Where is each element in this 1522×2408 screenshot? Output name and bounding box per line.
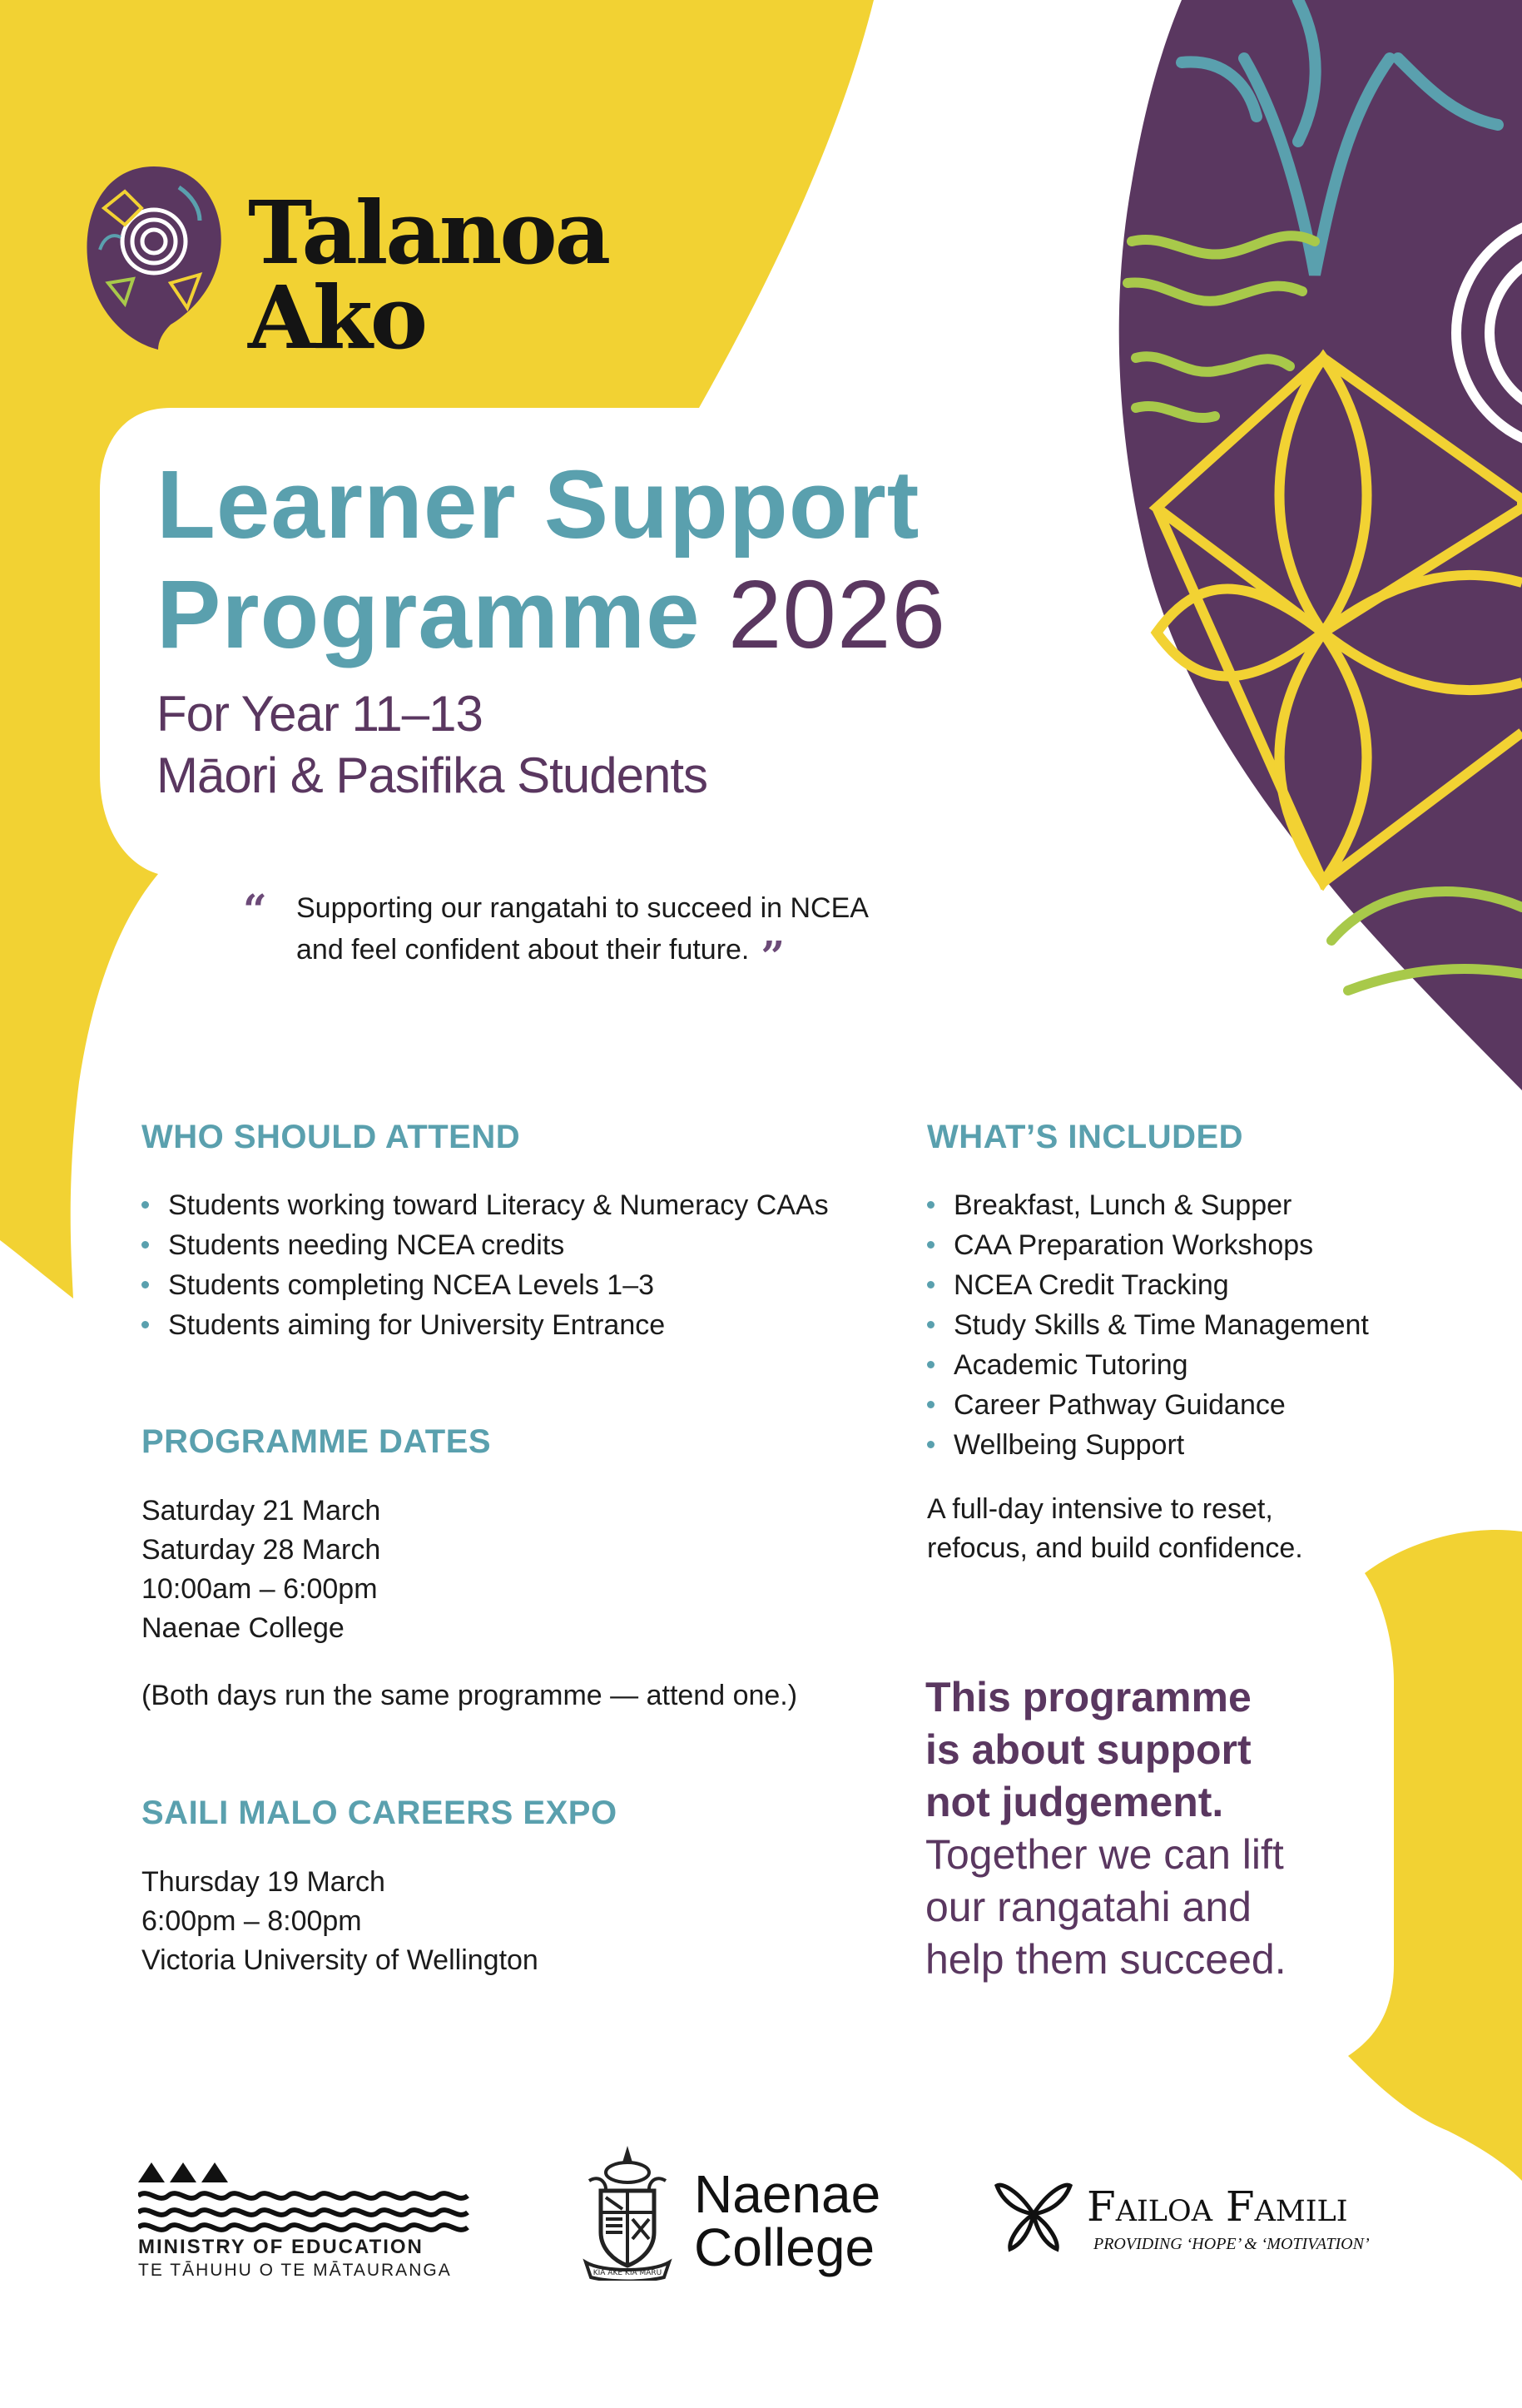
list-item bbox=[927, 1185, 1493, 1225]
failoa-name: Failoa Famili bbox=[1087, 2182, 1348, 2231]
programme-dates-heading: PROGRAMME DATES bbox=[141, 1423, 492, 1460]
included-note-line1: A full-day intensive to reset, bbox=[927, 1493, 1273, 1525]
support-light-line: our rangatahi and bbox=[925, 1884, 1252, 1930]
list-item-text: Students needing NCEA credits bbox=[168, 1229, 565, 1261]
date-line: Saturday 28 March bbox=[141, 1534, 381, 1566]
support-bold-line: This programme bbox=[925, 1674, 1252, 1720]
support-light-line: Together we can lift bbox=[925, 1831, 1284, 1878]
bullet-icon bbox=[927, 1361, 935, 1368]
bullet-icon bbox=[927, 1441, 935, 1448]
list-item-text: Students working toward Literacy & Numeracy CAAs bbox=[168, 1189, 829, 1221]
intro-quote-line1: Supporting our rangatahi to succeed in NCEA bbox=[296, 892, 869, 924]
purple-pattern-shape bbox=[1119, 0, 1522, 1090]
venue-line: Naenae College bbox=[141, 1612, 345, 1644]
list-item-text: CAA Preparation Workshops bbox=[954, 1229, 1314, 1261]
programme-dates-note: (Both days run the same programme — attend one.) bbox=[141, 1680, 798, 1711]
venue-line: Victoria University of Wellington bbox=[141, 1944, 538, 1976]
list-item bbox=[927, 1265, 1493, 1305]
included-note-line2: refocus, and build confidence. bbox=[927, 1532, 1303, 1564]
list-item-text: NCEA Credit Tracking bbox=[954, 1269, 1229, 1301]
failoa-tagline: PROVIDING ‘HOPE’ & ‘MOTIVATION’ bbox=[1093, 2235, 1370, 2253]
list-item-text: Academic Tutoring bbox=[954, 1349, 1188, 1381]
list-item bbox=[141, 1265, 890, 1305]
list-item bbox=[927, 1385, 1493, 1425]
list-item bbox=[927, 1425, 1493, 1465]
support-light-line: help them succeed. bbox=[925, 1936, 1287, 1983]
intro-quote-line2 bbox=[296, 929, 962, 981]
list-item-text: Students completing NCEA Levels 1–3 bbox=[168, 1269, 655, 1301]
list-item-text: Wellbeing Support bbox=[954, 1429, 1185, 1461]
page-title-line2 bbox=[156, 560, 946, 668]
moe-mountains-waves-icon bbox=[138, 2156, 471, 2232]
ministry-of-education-logo bbox=[138, 2156, 488, 2281]
naenae-college-logo bbox=[578, 2139, 894, 2289]
bullet-icon bbox=[141, 1241, 149, 1249]
open-quote-icon: “ bbox=[243, 885, 267, 934]
page-title-line1: Learner Support bbox=[156, 450, 920, 559]
bullet-icon bbox=[927, 1321, 935, 1328]
list-item bbox=[927, 1345, 1493, 1385]
intro-quote bbox=[296, 887, 962, 981]
subtitle-audience: Māori & Pasifika Students bbox=[156, 747, 707, 803]
logo-wordmark-line1: Talanoa bbox=[248, 181, 609, 284]
list-item bbox=[141, 1185, 890, 1225]
list-item bbox=[927, 1305, 1493, 1345]
support-bold-line: is about support bbox=[925, 1726, 1252, 1773]
page-title-programme: Programme bbox=[156, 560, 701, 668]
bullet-icon bbox=[141, 1281, 149, 1288]
careers-expo-heading: SAILI MALO CAREERS EXPO bbox=[141, 1795, 617, 1831]
naenae-crest-icon bbox=[578, 2139, 677, 2281]
time-line: 6:00pm – 8:00pm bbox=[141, 1905, 362, 1937]
list-item-text: Study Skills & Time Management bbox=[954, 1309, 1369, 1341]
naenae-name-line2: College bbox=[694, 2217, 875, 2277]
bullet-icon bbox=[927, 1401, 935, 1408]
list-item bbox=[927, 1225, 1493, 1265]
failoa-famili-logo bbox=[994, 2174, 1410, 2266]
careers-expo-details bbox=[141, 1863, 874, 1980]
date-line: Saturday 21 March bbox=[141, 1495, 381, 1527]
time-line: 10:00am – 6:00pm bbox=[141, 1573, 378, 1605]
support-bold-line: not judgement. bbox=[925, 1779, 1224, 1825]
whats-included-list bbox=[927, 1185, 1493, 1465]
failoa-butterfly-icon bbox=[994, 2174, 1073, 2254]
bullet-icon bbox=[141, 1201, 149, 1209]
included-note bbox=[927, 1490, 1493, 1568]
list-item bbox=[141, 1305, 890, 1345]
subtitle-year-range: For Year 11–13 bbox=[156, 686, 483, 742]
naenae-motto: KIA ĀKE KIA MĀRU bbox=[592, 2269, 662, 2277]
who-should-attend-heading: WHO SHOULD ATTEND bbox=[141, 1119, 521, 1155]
page-title-year: 2026 bbox=[727, 560, 946, 668]
logo-wordmark-line2: Ako bbox=[248, 266, 426, 369]
list-item bbox=[141, 1225, 890, 1265]
programme-dates-details bbox=[141, 1492, 874, 1648]
support-message bbox=[925, 1671, 1391, 1986]
close-quote-icon: ” bbox=[761, 931, 786, 981]
bullet-icon bbox=[141, 1321, 149, 1328]
whats-included-heading: WHAT’S INCLUDED bbox=[927, 1119, 1244, 1155]
list-item-text: Career Pathway Guidance bbox=[954, 1389, 1286, 1421]
moe-name: MINISTRY OF EDUCATION bbox=[138, 2236, 424, 2258]
bullet-icon bbox=[927, 1241, 935, 1249]
moe-maori-name: TE TĀHUHU O TE MĀTAURANGA bbox=[138, 2261, 452, 2280]
naenae-name-line1: Naenae bbox=[694, 2164, 881, 2224]
bullet-icon bbox=[927, 1201, 935, 1209]
bullet-icon bbox=[927, 1281, 935, 1288]
intro-quote-line2-text: and feel confident about their future. bbox=[296, 934, 750, 966]
who-should-attend-list bbox=[141, 1185, 890, 1345]
list-item-text: Students aiming for University Entrance bbox=[168, 1309, 666, 1341]
list-item-text: Breakfast, Lunch & Supper bbox=[954, 1189, 1292, 1221]
date-line: Thursday 19 March bbox=[141, 1866, 385, 1898]
